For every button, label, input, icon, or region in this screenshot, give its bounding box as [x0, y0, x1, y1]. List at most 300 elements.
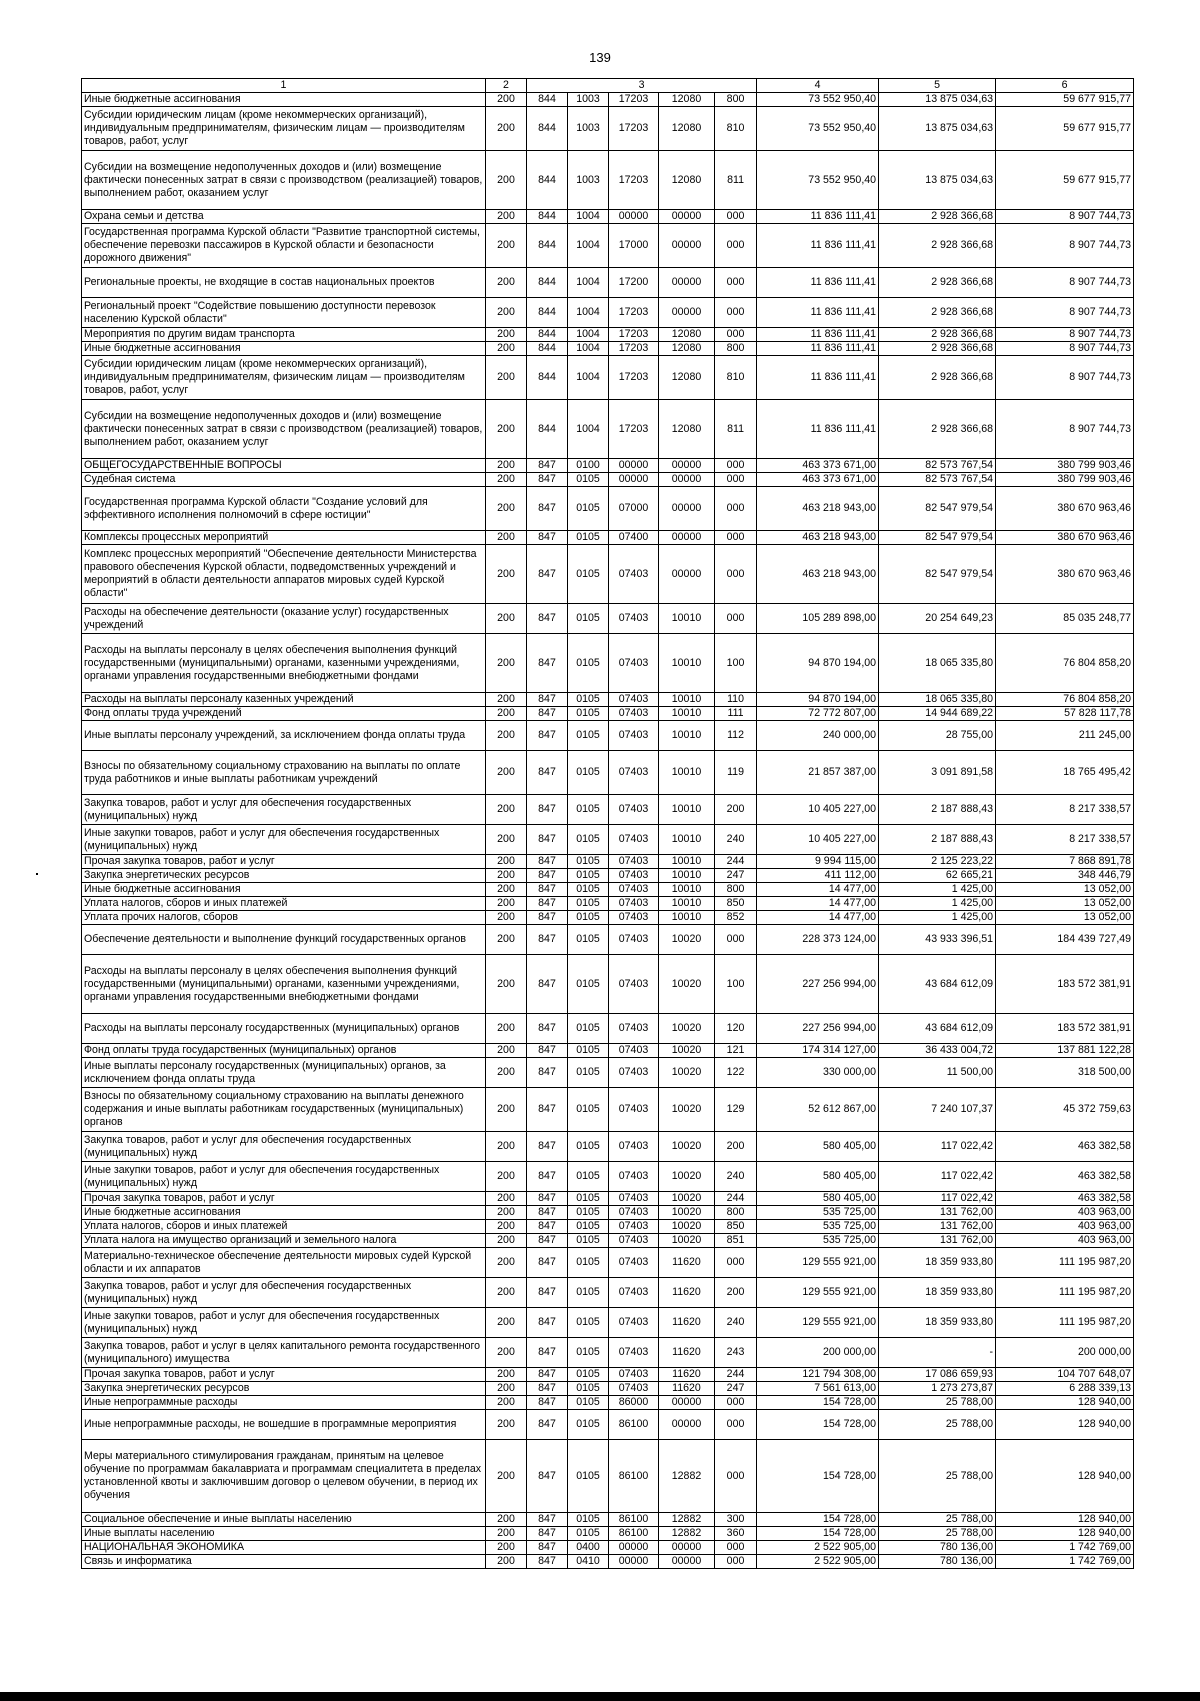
code-ministry: 847	[527, 1058, 568, 1088]
executed-amount: 20 254 649,23	[879, 604, 996, 634]
header-col-6: 6	[996, 79, 1134, 93]
executed-amount: 2 928 366,68	[879, 328, 996, 342]
code-program: 00000	[609, 1555, 659, 1569]
executed-amount: 82 547 979,54	[879, 545, 996, 604]
executed-amount: 18 359 933,80	[879, 1248, 996, 1278]
approved-amount: 463 218 943,00	[757, 487, 879, 531]
table-row	[82, 1206, 1134, 1220]
approved-amount: 94 870 194,00	[757, 693, 879, 707]
code-program: 86100	[609, 1527, 659, 1541]
code-ministry: 847	[527, 1555, 568, 1569]
code-glavbuh: 200	[486, 1527, 527, 1541]
code-program: 86100	[609, 1410, 659, 1440]
table-row	[82, 1248, 1134, 1278]
code-section: 0105	[568, 531, 609, 545]
approved-amount: 14 477,00	[757, 911, 879, 925]
code-direction: 00000	[659, 298, 715, 328]
approved-amount: 11 836 111,41	[757, 268, 879, 298]
code-glavbuh: 200	[486, 298, 527, 328]
table-row	[82, 342, 1134, 356]
code-glavbuh: 200	[486, 1220, 527, 1234]
code-direction: 10020	[659, 1058, 715, 1088]
code-direction: 10010	[659, 693, 715, 707]
code-ministry: 847	[527, 693, 568, 707]
code-section: 0105	[568, 1248, 609, 1278]
code-ministry: 847	[527, 634, 568, 693]
code-program: 07403	[609, 883, 659, 897]
code-expense-type: 000	[715, 210, 757, 224]
code-glavbuh: 200	[486, 328, 527, 342]
code-section: 0105	[568, 1132, 609, 1162]
code-glavbuh: 200	[486, 1308, 527, 1338]
table-row	[82, 707, 1134, 721]
code-direction: 00000	[659, 473, 715, 487]
table-row	[82, 93, 1134, 107]
table-row	[82, 1555, 1134, 1569]
approved-amount: 463 218 943,00	[757, 531, 879, 545]
row-name: Закупка товаров, работ и услуг для обеспечения государственных (муниципальных) нужд	[82, 1132, 486, 1162]
code-ministry: 847	[527, 925, 568, 955]
code-program: 07403	[609, 545, 659, 604]
code-expense-type: 000	[715, 224, 757, 268]
code-ministry: 847	[527, 1014, 568, 1044]
code-direction: 00000	[659, 268, 715, 298]
code-program: 07400	[609, 531, 659, 545]
row-name: Расходы на обеспечение деятельности (оказание услуг) государственных учреждений	[82, 604, 486, 634]
approved-amount: 154 728,00	[757, 1513, 879, 1527]
code-section: 0105	[568, 721, 609, 751]
remaining-amount: 8 907 744,73	[996, 328, 1134, 342]
code-ministry: 847	[527, 883, 568, 897]
code-expense-type: 000	[715, 925, 757, 955]
table-row	[82, 1044, 1134, 1058]
approved-amount: 21 857 387,00	[757, 751, 879, 795]
code-ministry: 847	[527, 1541, 568, 1555]
table-row	[82, 604, 1134, 634]
code-expense-type: 850	[715, 1220, 757, 1234]
code-direction: 12882	[659, 1527, 715, 1541]
approved-amount: 11 836 111,41	[757, 328, 879, 342]
code-direction: 11620	[659, 1382, 715, 1396]
code-section: 1003	[568, 93, 609, 107]
approved-amount: 154 728,00	[757, 1396, 879, 1410]
row-name: Иные выплаты персоналу учреждений, за исключением фонда оплаты труда	[82, 721, 486, 751]
row-name: Региональные проекты, не входящие в состав национальных проектов	[82, 268, 486, 298]
table-row	[82, 634, 1134, 693]
remaining-amount: 8 907 744,73	[996, 400, 1134, 459]
code-expense-type: 000	[715, 1555, 757, 1569]
code-ministry: 844	[527, 400, 568, 459]
table-row	[82, 1440, 1134, 1513]
row-name: Иные закупки товаров, работ и услуг для обеспечения государственных (муниципальных) нужд	[82, 1308, 486, 1338]
remaining-amount: 1 742 769,00	[996, 1555, 1134, 1569]
remaining-amount: 57 828 117,78	[996, 707, 1134, 721]
code-direction: 10020	[659, 1088, 715, 1132]
remaining-amount: 8 907 744,73	[996, 342, 1134, 356]
code-expense-type: 810	[715, 107, 757, 151]
code-ministry: 844	[527, 342, 568, 356]
code-expense-type: 000	[715, 545, 757, 604]
approved-amount: 73 552 950,40	[757, 93, 879, 107]
code-ministry: 847	[527, 1044, 568, 1058]
executed-amount: 780 136,00	[879, 1555, 996, 1569]
table-row	[82, 955, 1134, 1014]
approved-amount: 94 870 194,00	[757, 634, 879, 693]
table-row	[82, 268, 1134, 298]
remaining-amount: 463 382,58	[996, 1132, 1134, 1162]
remaining-amount: 1 742 769,00	[996, 1541, 1134, 1555]
code-glavbuh: 200	[486, 473, 527, 487]
code-glavbuh: 200	[486, 224, 527, 268]
table-row	[82, 1058, 1134, 1088]
table-row	[82, 897, 1134, 911]
code-expense-type: 240	[715, 1162, 757, 1192]
code-program: 86100	[609, 1513, 659, 1527]
code-direction: 10010	[659, 897, 715, 911]
row-name: Прочая закупка товаров, работ и услуг	[82, 1192, 486, 1206]
code-program: 00000	[609, 1541, 659, 1555]
code-section: 1004	[568, 298, 609, 328]
code-ministry: 847	[527, 955, 568, 1014]
code-expense-type: 000	[715, 487, 757, 531]
remaining-amount: 6 288 339,13	[996, 1382, 1134, 1396]
executed-amount: 1 273 273,87	[879, 1382, 996, 1396]
row-name: Иные бюджетные ассигнования	[82, 342, 486, 356]
code-program: 07403	[609, 1234, 659, 1248]
code-program: 07403	[609, 825, 659, 855]
code-direction: 12080	[659, 93, 715, 107]
code-glavbuh: 200	[486, 693, 527, 707]
remaining-amount: 111 195 987,20	[996, 1308, 1134, 1338]
code-section: 0105	[568, 751, 609, 795]
code-section: 0105	[568, 1192, 609, 1206]
row-name: Субсидии на возмещение недополученных доходов и (или) возмещение фактически понесенных затрат в связи с производством (реализацией) товаров, выполнением работ, оказанием услуг	[82, 400, 486, 459]
approved-amount: 11 836 111,41	[757, 210, 879, 224]
executed-amount: 18 359 933,80	[879, 1278, 996, 1308]
code-section: 0105	[568, 1162, 609, 1192]
row-name: Уплата налогов, сборов и иных платежей	[82, 897, 486, 911]
code-section: 1004	[568, 268, 609, 298]
row-name: Иные бюджетные ассигнования	[82, 93, 486, 107]
row-name: Государственная программа Курской области "Развитие транспортной системы, обеспечение перевозки пассажиров в Курской области и безопасности дорожного движения"	[82, 224, 486, 268]
approved-amount: 535 725,00	[757, 1234, 879, 1248]
code-glavbuh: 200	[486, 869, 527, 883]
table-row	[82, 1278, 1134, 1308]
remaining-amount: 184 439 727,49	[996, 925, 1134, 955]
code-glavbuh: 200	[486, 634, 527, 693]
code-glavbuh: 200	[486, 1234, 527, 1248]
code-ministry: 847	[527, 604, 568, 634]
row-name: Судебная система	[82, 473, 486, 487]
code-direction: 10010	[659, 911, 715, 925]
code-glavbuh: 200	[486, 342, 527, 356]
code-ministry: 847	[527, 869, 568, 883]
executed-amount: 13 875 034,63	[879, 107, 996, 151]
code-glavbuh: 200	[486, 268, 527, 298]
executed-amount: 43 684 612,09	[879, 1014, 996, 1044]
code-expense-type: 000	[715, 298, 757, 328]
code-program: 07403	[609, 1132, 659, 1162]
executed-amount: 131 762,00	[879, 1234, 996, 1248]
executed-amount: 1 425,00	[879, 911, 996, 925]
code-glavbuh: 200	[486, 487, 527, 531]
code-ministry: 847	[527, 473, 568, 487]
code-program: 07403	[609, 1338, 659, 1368]
code-glavbuh: 200	[486, 1541, 527, 1555]
remaining-amount: 128 940,00	[996, 1513, 1134, 1527]
row-name: Расходы на выплаты персоналу государственных (муниципальных) органов	[82, 1014, 486, 1044]
approved-amount: 535 725,00	[757, 1220, 879, 1234]
code-ministry: 844	[527, 328, 568, 342]
code-direction: 10020	[659, 1192, 715, 1206]
executed-amount: 7 240 107,37	[879, 1088, 996, 1132]
code-ministry: 847	[527, 1410, 568, 1440]
row-name: Иные непрограммные расходы, не вошедшие в программные мероприятия	[82, 1410, 486, 1440]
executed-amount: 2 928 366,68	[879, 342, 996, 356]
row-name: Иные закупки товаров, работ и услуг для обеспечения государственных (муниципальных) нужд	[82, 825, 486, 855]
approved-amount: 11 836 111,41	[757, 342, 879, 356]
remaining-amount: 403 963,00	[996, 1206, 1134, 1220]
executed-amount: 2 187 888,43	[879, 795, 996, 825]
remaining-amount: 59 677 915,77	[996, 151, 1134, 210]
remaining-amount: 8 217 338,57	[996, 795, 1134, 825]
executed-amount: 28 755,00	[879, 721, 996, 751]
code-section: 0105	[568, 1220, 609, 1234]
code-ministry: 847	[527, 1308, 568, 1338]
remaining-amount: 403 963,00	[996, 1234, 1134, 1248]
code-ministry: 847	[527, 721, 568, 751]
remaining-amount: 348 446,79	[996, 869, 1134, 883]
code-direction: 12080	[659, 107, 715, 151]
code-program: 07403	[609, 925, 659, 955]
code-glavbuh: 200	[486, 1058, 527, 1088]
code-glavbuh: 200	[486, 825, 527, 855]
remaining-amount: 111 195 987,20	[996, 1248, 1134, 1278]
code-glavbuh: 200	[486, 911, 527, 925]
code-program: 00000	[609, 459, 659, 473]
code-expense-type: 000	[715, 1410, 757, 1440]
code-section: 1004	[568, 356, 609, 400]
approved-amount: 200 000,00	[757, 1338, 879, 1368]
remaining-amount: 128 940,00	[996, 1396, 1134, 1410]
remaining-amount: 380 670 963,46	[996, 531, 1134, 545]
row-name: Иные непрограммные расходы	[82, 1396, 486, 1410]
code-program: 17203	[609, 342, 659, 356]
table-row	[82, 1541, 1134, 1555]
table-row	[82, 1308, 1134, 1338]
code-ministry: 847	[527, 1234, 568, 1248]
approved-amount: 72 772 807,00	[757, 707, 879, 721]
code-program: 07403	[609, 1014, 659, 1044]
code-section: 0105	[568, 1338, 609, 1368]
code-section: 0105	[568, 707, 609, 721]
code-ministry: 847	[527, 1396, 568, 1410]
code-expense-type: 120	[715, 1014, 757, 1044]
code-section: 1004	[568, 328, 609, 342]
code-ministry: 847	[527, 487, 568, 531]
code-ministry: 847	[527, 1248, 568, 1278]
header-col-5: 5	[879, 79, 996, 93]
code-expense-type: 244	[715, 855, 757, 869]
code-glavbuh: 200	[486, 855, 527, 869]
executed-amount: 2 928 366,68	[879, 268, 996, 298]
table-row	[82, 1162, 1134, 1192]
code-section: 0105	[568, 925, 609, 955]
code-expense-type: 800	[715, 1206, 757, 1220]
executed-amount: 14 944 689,22	[879, 707, 996, 721]
code-glavbuh: 200	[486, 883, 527, 897]
code-glavbuh: 200	[486, 1396, 527, 1410]
code-glavbuh: 200	[486, 707, 527, 721]
code-ministry: 847	[527, 855, 568, 869]
remaining-amount: 8 217 338,57	[996, 825, 1134, 855]
remaining-amount: 59 677 915,77	[996, 93, 1134, 107]
approved-amount: 154 728,00	[757, 1410, 879, 1440]
code-direction: 10010	[659, 604, 715, 634]
remaining-amount: 13 052,00	[996, 883, 1134, 897]
code-ministry: 847	[527, 1368, 568, 1382]
code-program: 07403	[609, 1368, 659, 1382]
row-name: Иные выплаты населению	[82, 1527, 486, 1541]
code-expense-type: 119	[715, 751, 757, 795]
code-program: 07403	[609, 1044, 659, 1058]
code-section: 0105	[568, 634, 609, 693]
approved-amount: 9 994 115,00	[757, 855, 879, 869]
code-glavbuh: 200	[486, 356, 527, 400]
code-expense-type: 000	[715, 1248, 757, 1278]
code-program: 07403	[609, 693, 659, 707]
code-direction: 10020	[659, 1206, 715, 1220]
code-direction: 11620	[659, 1278, 715, 1308]
code-program: 07403	[609, 795, 659, 825]
code-ministry: 847	[527, 1132, 568, 1162]
remaining-amount: 183 572 381,91	[996, 1014, 1134, 1044]
code-section: 0410	[568, 1555, 609, 1569]
code-glavbuh: 200	[486, 93, 527, 107]
code-direction: 10010	[659, 795, 715, 825]
row-name: Иные бюджетные ассигнования	[82, 1206, 486, 1220]
code-section: 0105	[568, 1368, 609, 1382]
row-name: Уплата налога на имущество организаций и земельного налога	[82, 1234, 486, 1248]
code-section: 0105	[568, 1088, 609, 1132]
code-expense-type: 240	[715, 1308, 757, 1338]
code-section: 0105	[568, 1527, 609, 1541]
executed-amount: 18 065 335,80	[879, 693, 996, 707]
code-glavbuh: 200	[486, 1206, 527, 1220]
code-section: 0105	[568, 1234, 609, 1248]
code-program: 17203	[609, 107, 659, 151]
approved-amount: 2 522 905,00	[757, 1541, 879, 1555]
code-expense-type: 360	[715, 1527, 757, 1541]
table-row	[82, 1220, 1134, 1234]
code-section: 1003	[568, 151, 609, 210]
code-expense-type: 000	[715, 328, 757, 342]
code-glavbuh: 200	[486, 1338, 527, 1368]
code-direction: 10020	[659, 925, 715, 955]
code-direction: 10010	[659, 855, 715, 869]
code-direction: 10010	[659, 883, 715, 897]
code-glavbuh: 200	[486, 1162, 527, 1192]
code-program: 17203	[609, 298, 659, 328]
remaining-amount: 13 052,00	[996, 911, 1134, 925]
row-name: Меры материального стимулирования гражданам, принятым на целевое обучение по программам бакалавриата и программам специалитета в пределах установленной квоты и заключившим договор о целевом обучении, в период их обучения	[82, 1440, 486, 1513]
code-glavbuh: 200	[486, 1278, 527, 1308]
code-expense-type: 300	[715, 1513, 757, 1527]
code-program: 17203	[609, 356, 659, 400]
row-name: Расходы на выплаты персоналу в целях обеспечения выполнения функций государственными (муниципальными) органами, казенными учреждениями, органами управления государственными внебюджетными фондами	[82, 955, 486, 1014]
row-name: Социальное обеспечение и иные выплаты населению	[82, 1513, 486, 1527]
code-expense-type: 240	[715, 825, 757, 855]
code-ministry: 847	[527, 1088, 568, 1132]
code-ministry: 847	[527, 911, 568, 925]
code-expense-type: 244	[715, 1368, 757, 1382]
row-name: Иные закупки товаров, работ и услуг для обеспечения государственных (муниципальных) нужд	[82, 1162, 486, 1192]
remaining-amount: 59 677 915,77	[996, 107, 1134, 151]
code-program: 07403	[609, 911, 659, 925]
code-expense-type: 800	[715, 93, 757, 107]
code-program: 07403	[609, 1162, 659, 1192]
code-section: 1004	[568, 210, 609, 224]
header-col-2: 2	[486, 79, 527, 93]
code-expense-type: 111	[715, 707, 757, 721]
code-section: 0105	[568, 883, 609, 897]
code-expense-type: 000	[715, 459, 757, 473]
code-program: 17000	[609, 224, 659, 268]
row-name: Фонд оплаты труда учреждений	[82, 707, 486, 721]
code-glavbuh: 200	[486, 1440, 527, 1513]
row-name: Закупка товаров, работ и услуг для обеспечения государственных (муниципальных) нужд	[82, 795, 486, 825]
code-section: 0105	[568, 545, 609, 604]
code-program: 07403	[609, 1206, 659, 1220]
code-glavbuh: 200	[486, 531, 527, 545]
code-expense-type: 000	[715, 1440, 757, 1513]
row-name: Материально-техническое обеспечение деятельности мировых судей Курской области и их аппаратов	[82, 1248, 486, 1278]
code-section: 0105	[568, 487, 609, 531]
code-ministry: 847	[527, 795, 568, 825]
code-section: 0105	[568, 955, 609, 1014]
remaining-amount: 8 907 744,73	[996, 224, 1134, 268]
code-expense-type: 129	[715, 1088, 757, 1132]
code-glavbuh: 200	[486, 1513, 527, 1527]
remaining-amount: 76 804 858,20	[996, 634, 1134, 693]
approved-amount: 7 561 613,00	[757, 1382, 879, 1396]
code-expense-type: 811	[715, 400, 757, 459]
remaining-amount: 380 799 903,46	[996, 473, 1134, 487]
table-row	[82, 459, 1134, 473]
table-row	[82, 210, 1134, 224]
code-program: 07403	[609, 955, 659, 1014]
table-row	[82, 1338, 1134, 1368]
approved-amount: 154 728,00	[757, 1527, 879, 1541]
code-glavbuh: 200	[486, 1044, 527, 1058]
code-ministry: 844	[527, 356, 568, 400]
row-name: Расходы на выплаты персоналу казенных учреждений	[82, 693, 486, 707]
code-glavbuh: 200	[486, 545, 527, 604]
code-glavbuh: 200	[486, 459, 527, 473]
code-section: 0105	[568, 825, 609, 855]
code-glavbuh: 200	[486, 1132, 527, 1162]
code-program: 07403	[609, 1058, 659, 1088]
remaining-amount: 463 382,58	[996, 1192, 1134, 1206]
row-name: Закупка энергетических ресурсов	[82, 1382, 486, 1396]
executed-amount: 2 928 366,68	[879, 356, 996, 400]
code-section: 0105	[568, 897, 609, 911]
code-direction: 11620	[659, 1338, 715, 1368]
code-program: 07403	[609, 634, 659, 693]
code-expense-type: 122	[715, 1058, 757, 1088]
code-program: 07403	[609, 1088, 659, 1132]
approved-amount: 580 405,00	[757, 1162, 879, 1192]
